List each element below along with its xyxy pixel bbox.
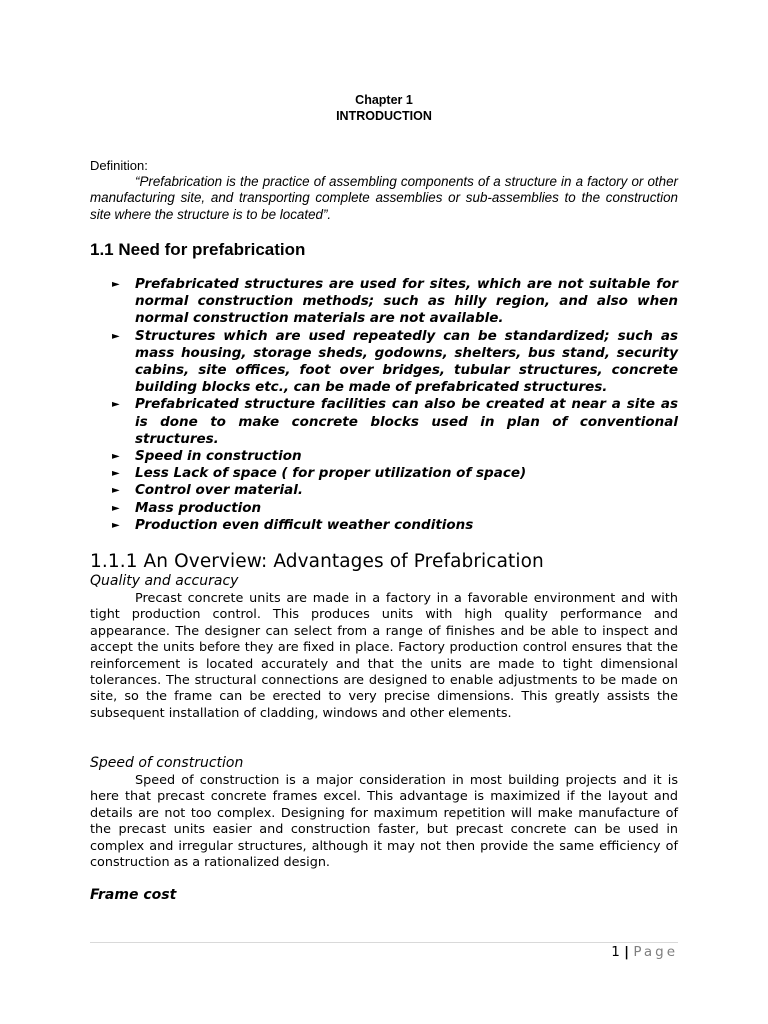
bullet-item [110, 276, 678, 328]
page-number: 1 [611, 944, 620, 960]
footer-divider [90, 942, 678, 943]
bullet-text: Control over material. [135, 482, 304, 499]
bullet-text: Speed in construction [135, 448, 302, 465]
arrow-bullet-icon: ► [112, 399, 120, 411]
chapter-number: Chapter 1 [355, 93, 413, 107]
arrow-bullet-icon: ► [112, 502, 120, 514]
bullet-text: Prefabricated structures are used for sites, which are not suitable for normal construction methods; such as hilly region, and also when normal construction materials are not available. [135, 276, 678, 327]
arrow-bullet-icon: ► [112, 468, 120, 480]
arrow-bullet-icon: ► [112, 279, 120, 290]
section-heading-need: 1.1 Need for prefabrication [90, 240, 306, 259]
bullet-item [110, 448, 678, 465]
bullet-text: Structures which are used repeatedly can be standardized; such as mass housing, storage sheds, godowns, shelters, bus stand, security cabins, site offices, foot over bridges, tubular structures, concrete building blocks etc., can be made of prefabricated structures. [135, 327, 678, 396]
bullet-item [110, 396, 678, 448]
definition-label: Definition: [90, 158, 148, 173]
page-footer [611, 944, 678, 960]
chapter-title: INTRODUCTION [336, 109, 432, 123]
document-page [90, 0, 678, 1024]
subheading-quality: Quality and accuracy [90, 573, 239, 589]
paragraph-quality: Precast concrete units are made in a factory in a favorable environment and with tight production control. This produces units with high quality performance and appearance. The designer can select from a range of finishes and be able to inspect and accept the units before they are fixed in place. Factory production control ensures that the reinforcement is located accurately and that the units are made to tight dimensional tolerances. The structural connections are designed to enable adjustments to be made on site, so the frame can be erected to very precise dimensions. This greatly assists the subsequent installation of cladding, windows and other elements. [90, 591, 678, 721]
bullet-text: Less Lack of space ( for proper utilization of space) [135, 465, 527, 482]
definition-text: “Prefabrication is the practice of assembling components of a structure in a factory or other manufacturing site, and transporting complete assemblies or sub-assemblies to the construction site where the structure is to be located”. [90, 174, 678, 222]
bullet-item [110, 482, 678, 499]
bullet-item [110, 328, 678, 397]
bullet-text: Prefabricated structure facilities can also be created at near a site as is done to make concrete blocks used in plan of conventional structures. [135, 396, 678, 447]
subheading-speed: Speed of construction [90, 755, 244, 771]
section-heading-overview: 1.1.1 An Overview: Advantages of Prefabrication [90, 551, 544, 572]
arrow-bullet-icon: ► [112, 451, 120, 463]
arrow-bullet-icon: ► [112, 330, 120, 342]
footer-separator: | [624, 944, 630, 960]
bullet-text: Mass production [135, 499, 262, 516]
need-bullet-list [110, 276, 678, 534]
arrow-bullet-icon: ► [112, 519, 120, 531]
bullet-item [110, 465, 678, 482]
arrow-bullet-icon: ► [112, 485, 120, 497]
page-label: Page [633, 944, 678, 960]
bullet-item [110, 517, 678, 534]
paragraph-speed: Speed of construction is a major consideration in most building projects and it is here that precast concrete frames excel. This advantage is maximized if the layout and details are not too complex. Designing for maximum repetition will make manufacture of the precast units easier and construction faster, but precast concrete can be used in complex and irregular structures, although it may not then provide the same efficiency of construction as a rationalized design. [90, 773, 678, 871]
bullet-item [110, 500, 678, 517]
bullet-text: Production even difficult weather conditions [135, 516, 474, 533]
subheading-frame-cost: Frame cost [90, 887, 177, 903]
